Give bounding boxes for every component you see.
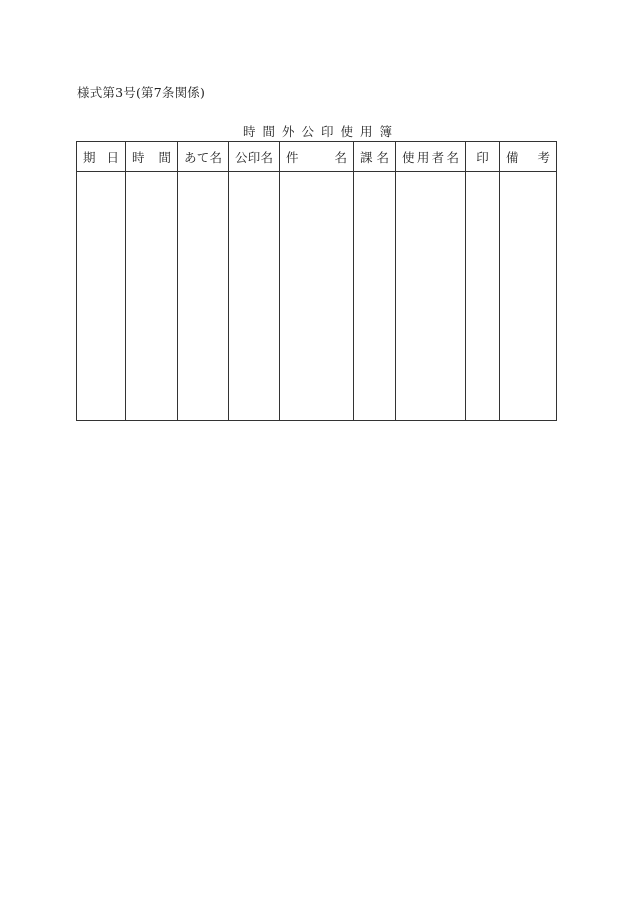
- ledger-title: 時間外公印使用簿: [243, 124, 400, 139]
- header-seal: 印: [466, 142, 500, 172]
- header-subject: 件 名: [280, 142, 354, 172]
- header-date: 期 日: [77, 142, 126, 172]
- cell-remarks: [500, 172, 557, 421]
- form-number-label: 様式第3号(第7条関係): [77, 85, 206, 100]
- header-row: [77, 142, 557, 172]
- cell-time: [126, 172, 178, 421]
- cell-user-name: [396, 172, 466, 421]
- header-remarks: 備 考: [500, 142, 557, 172]
- cell-section: [354, 172, 396, 421]
- cell-seal: [466, 172, 500, 421]
- header-seal-name: 公 印 名: [229, 142, 280, 172]
- cell-date: [77, 172, 126, 421]
- ledger-table: [76, 141, 557, 421]
- header-addressee: あ て 名: [178, 142, 229, 172]
- header-section: 課 名: [354, 142, 396, 172]
- cell-addressee: [178, 172, 229, 421]
- header-user-name: 使 用 者 名: [396, 142, 466, 172]
- header-time: 時 間: [126, 142, 178, 172]
- cell-seal-name: [229, 172, 280, 421]
- cell-subject: [280, 172, 354, 421]
- entry-row: [77, 172, 557, 421]
